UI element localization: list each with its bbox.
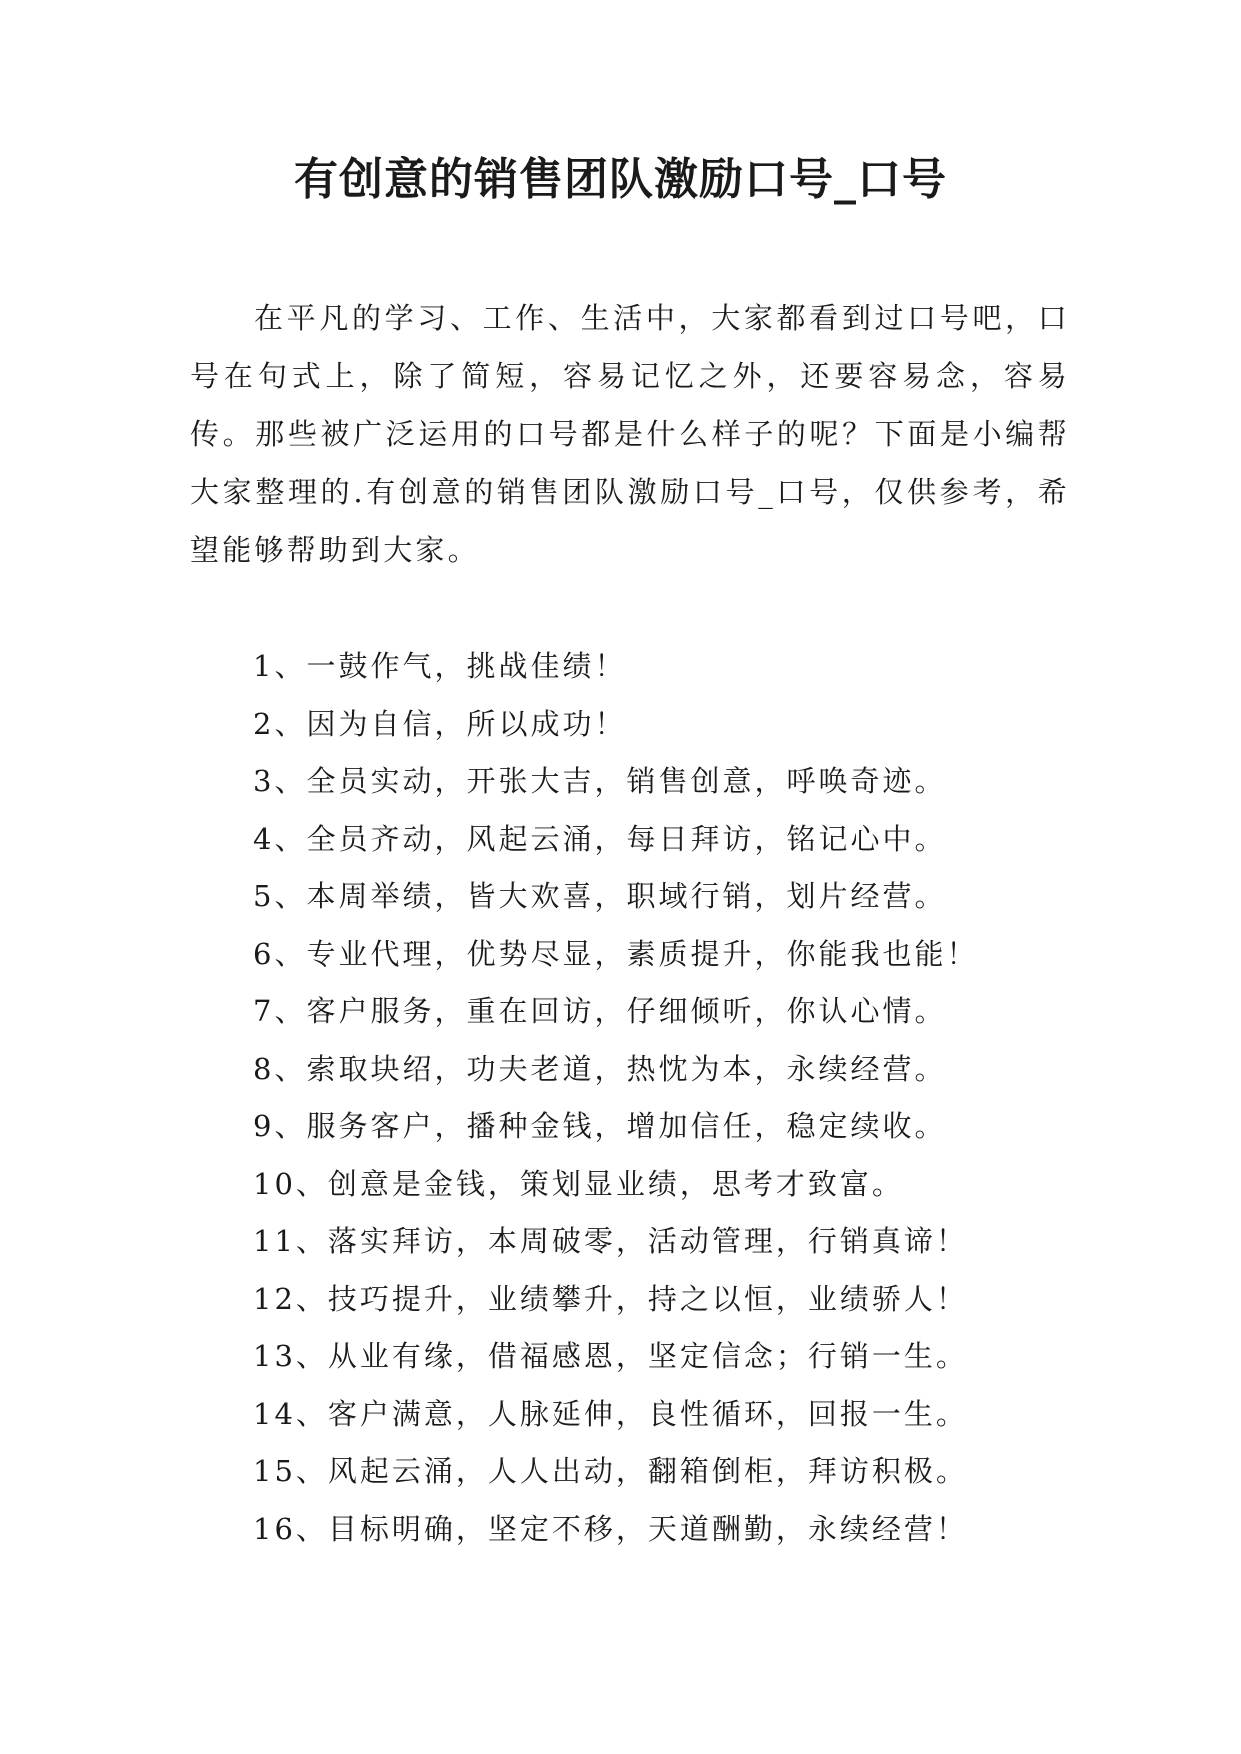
slogan-item: 2、因为自信，所以成功！	[253, 706, 627, 741]
slogan-item: 5、本周举绩，皆大欢喜，职域行销，划片经营。	[253, 879, 947, 913]
slogan-item: 8、索取块绍，功夫老道，热忱为本，永续经营。	[253, 1051, 947, 1086]
intro-paragraph: 在平凡的学习、工作、生活中，大家都看到过口号吧，口号在句式上，除了简短，容易记忆之外，还要容易念，容易传。那些被广泛运用的口号都是什么样子的呢？下面是小编帮大家整理的.有创意的销售团队激励口号_口号，仅供参考，希望能够帮助到大家。	[190, 301, 1070, 567]
slogan-item: 4、全员齐动，风起云涌，每日拜访，铭记心中。	[253, 821, 947, 856]
document-title: 有创意的销售团队激励口号_口号	[294, 154, 947, 205]
slogan-item: 9、服务客户，播种金钱，增加信任，稳定续收。	[253, 1109, 947, 1143]
slogan-item: 3、全员实动，开张大吉，销售创意，呼唤奇迹。	[253, 764, 947, 798]
slogan-item: 11、落实拜访，本周破零，活动管理，行销真谛！	[253, 1224, 968, 1258]
slogan-item: 1、一鼓作气，挑战佳绩！	[253, 649, 627, 683]
slogan-item: 7、客户服务，重在回访，仔细倾听，你认心情。	[253, 994, 947, 1028]
slogan-item: 15、风起云涌，人人出动，翻箱倒柜，拜访积极。	[253, 1454, 968, 1488]
slogan-item: 6、专业代理，优势尽显，素质提升，你能我也能！	[253, 936, 979, 971]
slogan-item: 12、技巧提升，业绩攀升，持之以恒，业绩骄人！	[253, 1281, 968, 1316]
slogan-item: 16、目标明确，坚定不移，天道酬勤，永续经营！	[253, 1511, 968, 1546]
slogan-item: 14、客户满意，人脉延伸，良性循环，回报一生。	[253, 1396, 968, 1431]
slogan-list	[253, 638, 1053, 1558]
slogan-item: 10、创意是金钱，策划显业绩，思考才致富。	[253, 1166, 904, 1201]
slogan-item: 13、从业有缘，借福感恩，坚定信念；行销一生。	[253, 1339, 968, 1373]
